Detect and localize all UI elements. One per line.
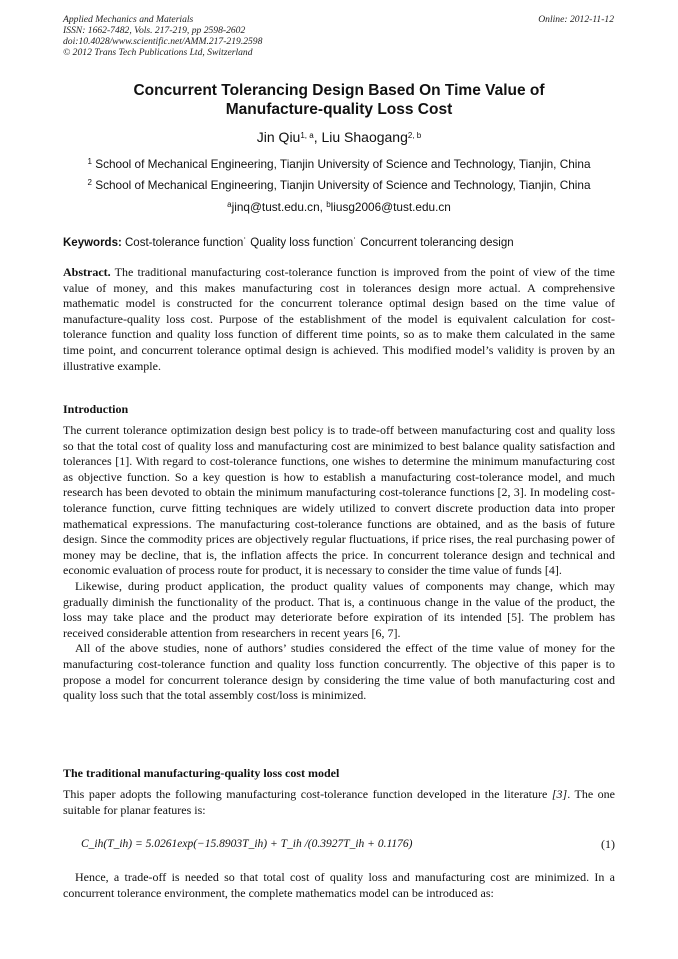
keywords-text: Cost-tolerance function˙ Quality loss function˙ Concurrent tolerancing design	[121, 237, 514, 249]
abstract-label: Abstract.	[63, 265, 111, 279]
equation-1	[81, 835, 615, 853]
title-line-2: Manufacture-quality Loss Cost	[225, 101, 453, 118]
email-b-marker: b	[326, 200, 331, 209]
author-1-marker: 1, a	[300, 131, 314, 140]
tradeoff-paragraph	[63, 870, 615, 901]
online-date: Online: 2012-11-12	[538, 14, 614, 25]
traditional-text-before-ref: This paper adopts the following manufacturing cost-tolerance function developed in the literature	[63, 787, 552, 801]
traditional-text-after-ref: . The one suitable for planar features is:	[63, 787, 616, 817]
traditional-model-text	[63, 787, 615, 818]
affiliation-1	[63, 157, 615, 171]
intro-paragraph-1: The current tolerance optimization design best policy is to trade-off between manufacturing cost and quality loss so that the total cost of quality loss and manufacturing cost are minimized to best balance quality satisfaction and tolerances [1]. With regard to cost-tolerance functions, one wishes to determine the minimum manufacturing cost as objective function. So a key question is how to establish a manufacturing cost-tolerance model, and much research has been devoted to obtain the minimum manufacturing cost-tolerance functions [2, 3]. In modeling cost-tolerance function, curve fitting techniques are widely utilized to convert discrete production data into proper mathematical expressions. The manufacturing cost-tolerance functions are obtained, and as the basis of future design. Since the commodity prices are objectively regular fluctuations, if price rises, the real purchasing power of money may be decline, that is, the inflation affects the price. In concurrent tolerance design and technical and economic evaluation of process route for product, it is necessary to consider the time value of funds [4].	[63, 423, 615, 578]
doi-line: doi:10.4028/www.scientific.net/AMM.217-219.2598	[63, 36, 263, 47]
affiliation-1-text: School of Mechanical Engineering, Tianjin University of Science and Technology, Tianjin, China	[95, 157, 591, 171]
copyright-line: © 2012 Trans Tech Publications Ltd, Switzerland	[63, 47, 253, 58]
equation-1-number: (1)	[601, 837, 615, 851]
keywords	[63, 236, 615, 250]
author-2-marker: 2, b	[407, 131, 422, 140]
traditional-model-heading: The traditional manufacturing-quality loss cost model	[63, 766, 340, 780]
title-line-1: Concurrent Tolerancing Design Based On Time Value of	[133, 82, 545, 99]
email-b[interactable]: liusg2006@tust.edu.cn	[330, 200, 451, 214]
introduction-body	[63, 423, 615, 704]
introduction-heading: Introduction	[63, 402, 129, 416]
affiliation-2	[63, 178, 615, 192]
affiliation-1-marker: 1	[87, 157, 92, 166]
paper-title	[63, 81, 615, 119]
keywords-label: Keywords:	[63, 237, 122, 249]
journal-name: Applied Mechanics and Materials	[63, 14, 194, 25]
issn-line: ISSN: 1662-7482, Vols. 217-219, pp 2598-2602	[63, 25, 246, 36]
email-a-marker: a	[227, 200, 232, 209]
journal-header	[63, 14, 262, 58]
email-line	[63, 200, 615, 214]
abstract-text: The traditional manufacturing cost-tolerance function is improved from the point of view of the time value of money, and this makes manufacturing cost in tolerances design more actual. A comprehensive mathematic model is constructed for the concurrent tolerance optimal design based on the time value of manufacture-quality loss cost. Purpose of the establishment of the model is equivalent calculation for cost-tolerance function and quality loss function of different time points, so as to make them calculated in the same time point, and concurrent tolerance optimal design is achieved. This modified model’s validity is proven by an illustrative example.	[63, 265, 615, 373]
intro-paragraph-2: Likewise, during product application, the product quality values of components may change, which may gradually diminish the functionality of the product. That is, a continuous change in the value of the product, the loss may take place and the product may deteriorate before expiration of its intended [5]. The problem has received considerable attention from researchers in recent years [6, 7].	[63, 578, 615, 640]
equation-1-formula: C_ih(T_ih) = 5.0261exp(−15.8903T_ih) + T_ih /(0.3927T_ih + 0.1176)	[81, 838, 413, 850]
author-1: Jin Qiu	[256, 129, 301, 145]
intro-paragraph-3: All of the above studies, none of authors’ studies considered the effect of the time value of money for the manufacturing cost-tolerance function and quality loss function concurrently. The objective of this paper is to propose a model for concurrent tolerance design by considering the time value of both manufacturing cost and quality loss such that the total assembly cost/loss is minimized.	[63, 641, 615, 703]
author-separator: ,	[313, 129, 322, 145]
author-2: Liu Shaogang	[321, 129, 408, 145]
affiliation-2-marker: 2	[87, 178, 92, 187]
author-list	[63, 129, 615, 146]
citation-ref-3: [3]	[551, 787, 568, 801]
email-a[interactable]: jinq@tust.edu.cn,	[231, 200, 327, 214]
tradeoff-paragraph-text: Hence, a trade-off is needed so that total cost of quality loss and manufacturing cost are minimized. In a concurrent tolerance environment, the complete mathematics model can be introduced as:	[63, 870, 615, 900]
affiliation-2-text: School of Mechanical Engineering, Tianjin University of Science and Technology, Tianjin, China	[95, 178, 591, 192]
abstract	[63, 265, 615, 374]
